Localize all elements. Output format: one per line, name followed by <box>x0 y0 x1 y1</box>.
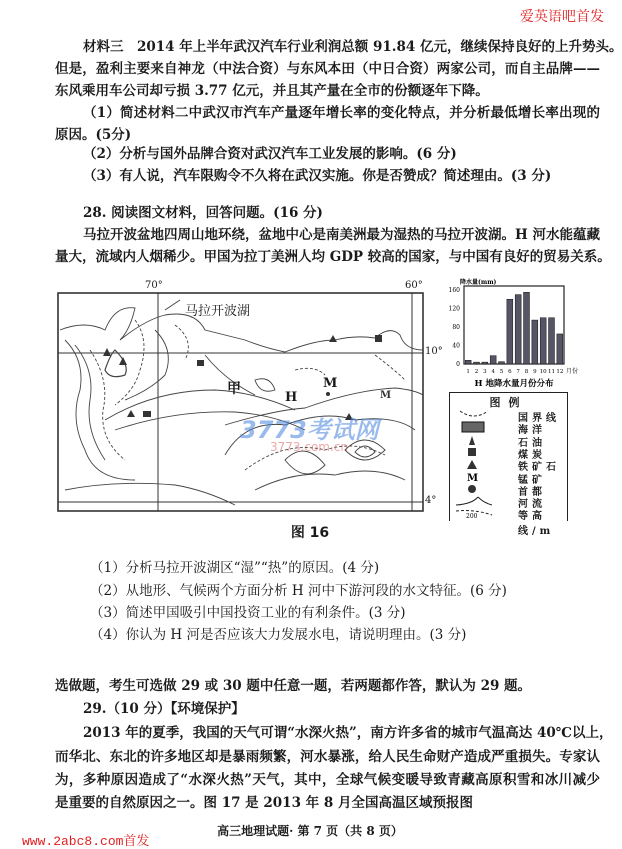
watermark-top: 爱英语吧首发 <box>520 8 604 24</box>
lon-label-60: 60° <box>405 280 423 291</box>
material3-line: 材料三 2014 年上半年武汉汽车行业利润总额 91.84 亿元，继续保持良好的上升势头。 <box>83 39 622 55</box>
y-tick-label: 0 <box>456 361 460 368</box>
x-tick-label: 1 <box>466 369 470 375</box>
x-tick-label: 5 <box>499 369 504 375</box>
q28-title: 28. 阅读图文材料，回答问题。(16 分) <box>83 205 323 221</box>
site-watermark: 3773考试网 <box>240 416 379 444</box>
x-tick-label: 2 <box>474 369 479 375</box>
legend-label: 海洋 <box>518 425 546 437</box>
precip-bar-month-10 <box>540 318 546 364</box>
river-h-label: H <box>285 390 298 405</box>
legend-label: 煤炭 <box>518 449 546 461</box>
legend-item <box>450 483 567 498</box>
watermark-bottom: www.2abc8.com首发 <box>22 834 150 849</box>
y-tick-label: 80 <box>452 324 460 331</box>
precip-bar-month-4 <box>490 356 496 364</box>
x-tick-label: 8 <box>524 369 529 375</box>
river-line-icon <box>456 495 492 507</box>
coal-square-icon <box>456 446 492 458</box>
lat-label-4: 4° <box>425 495 437 506</box>
x-tick-label: 7 <box>516 369 520 375</box>
q28-intro: 马拉开波盆地四周山地环绕，盆地中心是南美洲最为湿热的马拉开波湖。H 河水能蕴藏 <box>83 227 600 243</box>
precipitation-chart <box>436 276 579 394</box>
q28-question-1: （1）分析马拉开波湖区“湿”“热”的原因。(4 分) <box>90 560 380 576</box>
legend-label: 首都 <box>518 486 546 498</box>
x-tick-label: 11 <box>548 369 555 375</box>
y-tick-label: 120 <box>448 305 460 313</box>
legend-item <box>450 446 567 461</box>
q28-question-3: （3）简述甲国吸引中国投资工业的有利条件。(3 分) <box>90 605 406 621</box>
legend-item <box>450 421 567 437</box>
q29-title: 29.（10 分）【环境保护】 <box>83 701 245 717</box>
page-footer: 高三地理试题· 第 7 页（共 8 页） <box>217 824 403 838</box>
q28-intro: 量大，流域内人烟稀少。甲国为拉丁美洲人均 GDP 较高的国家，与中国有良好的贸易关系。 <box>55 249 611 265</box>
precip-bar-month-9 <box>532 320 538 364</box>
legend-item <box>450 409 567 424</box>
legend-item <box>450 495 567 511</box>
y-tick-label: 40 <box>452 342 460 350</box>
q27-question-3: （3）有人说，汽车限购令不久将在武汉实施。你是否赞成？简述理由。(3 分) <box>83 168 552 184</box>
chart-title: H 地降水量月份分布 <box>474 379 554 389</box>
q29-text: 是重要的自然原因之一。图 17 是 2013 年 8 月全国高温区域预报图 <box>55 795 473 811</box>
x-tick-label: 4 <box>491 369 495 375</box>
manganese-symbol: M <box>380 390 392 401</box>
legend-label: 国界线 <box>518 413 560 424</box>
precip-bar-month-3 <box>482 362 488 364</box>
q29-text: 而华北、东北的许多地区却是暴雨频繁，河水暴涨，给人民生命财产造成严重损失。专家认 <box>55 749 600 765</box>
x-tick-label: 6 <box>508 369 512 375</box>
legend-label: 石油 <box>518 437 546 449</box>
optional-note: 选做题，考生可选做 29 或 30 题中任意一题，若两题都作答，默认为 29 题。 <box>55 678 532 694</box>
precip-bar-month-6 <box>507 299 513 364</box>
q27-question-1: （1）简述材料二中武汉市汽车产量逐年增长率的变化特点，并分析最低增长率出现的 <box>83 105 600 121</box>
y-tick-label: 160 <box>448 287 460 294</box>
oil-triangle-marker-icon <box>456 434 492 446</box>
svg-text:200: 200 <box>466 513 478 521</box>
precip-bar-month-2 <box>474 362 480 364</box>
point-m-label: M <box>323 376 338 391</box>
q29-text: 为，多种原因造成了“水深火热”天气，其中，全球气候变暖导致青藏高原积雪和冰川减少 <box>55 772 600 788</box>
q28-question-4: （4）你认为 H 河是否应该大力发展水电，请说明理由。(3 分) <box>90 627 467 643</box>
x-tick-label: 3 <box>483 369 487 375</box>
legend-label: 锰矿 <box>518 474 546 486</box>
x-tick-label: 12 <box>556 369 564 375</box>
figure-caption: 图 16 <box>290 525 330 541</box>
iron-triangle-icon <box>456 458 492 470</box>
manganese-m-icon <box>456 471 492 483</box>
maracaibo-map <box>55 280 443 516</box>
legend-item <box>450 471 567 486</box>
q27-question-1-cont: 原因。(5分) <box>55 127 132 143</box>
precip-bar-month-11 <box>549 318 555 364</box>
svg-text:M: M <box>467 472 479 484</box>
map-legend <box>449 392 568 538</box>
site-watermark-url: 3773.com.cn <box>270 440 348 454</box>
lon-label-70: 70° <box>145 280 163 291</box>
q28-question-2: （2）从地形、气候两个方面分析 H 河中下游河段的水文特征。(6 分) <box>90 583 507 599</box>
chart-xlabel: 月份 <box>566 368 579 375</box>
material3-line: 东风乘用车公司却亏损 3.77 亿元，并且其产量在全市的份额逐年下降。 <box>55 83 489 99</box>
q27-question-2: （2）分析与国外品牌合资对武汉汽车工业发展的影响。(6 分) <box>83 146 457 162</box>
precip-bar-month-12 <box>557 334 563 364</box>
legend-item <box>450 507 567 538</box>
material3-line: 但是，盈利主要来自神龙（中法合资）与东风本田（中日合资）两家公司，而自主品牌—— <box>55 61 600 77</box>
coastline-and-contours <box>60 300 423 505</box>
border-line-icon <box>456 409 492 421</box>
sea-rect-icon <box>456 421 492 433</box>
x-tick-label: 10 <box>539 369 547 375</box>
legend-label: 河流 <box>518 499 546 511</box>
legend-title: 图例 <box>489 396 528 409</box>
lake-label: 马拉开波湖 <box>185 304 251 319</box>
x-tick-label: 9 <box>533 369 537 375</box>
legend-item <box>450 434 567 449</box>
legend-label: 铁矿石 <box>518 462 560 474</box>
country-jia-label: 甲 <box>227 381 241 397</box>
capital-symbol-icon <box>456 483 492 495</box>
precip-bar-month-7 <box>515 295 521 364</box>
precip-bar-month-5 <box>499 362 505 364</box>
precip-bar-month-1 <box>465 360 471 364</box>
q29-text: 2013 年的夏季，我国的天气可谓“水深火热”，南方许多省的城市气温高达 40℃以上， <box>83 725 613 741</box>
lat-label-10: 10° <box>425 346 443 357</box>
map-symbols <box>103 335 391 420</box>
legend-label: 等高线/m <box>518 511 555 538</box>
contour-line-icon <box>456 507 492 519</box>
chart-ylabel: 降水量(mm) <box>460 279 497 286</box>
precip-bar-month-8 <box>524 292 530 364</box>
legend-item <box>450 458 567 474</box>
